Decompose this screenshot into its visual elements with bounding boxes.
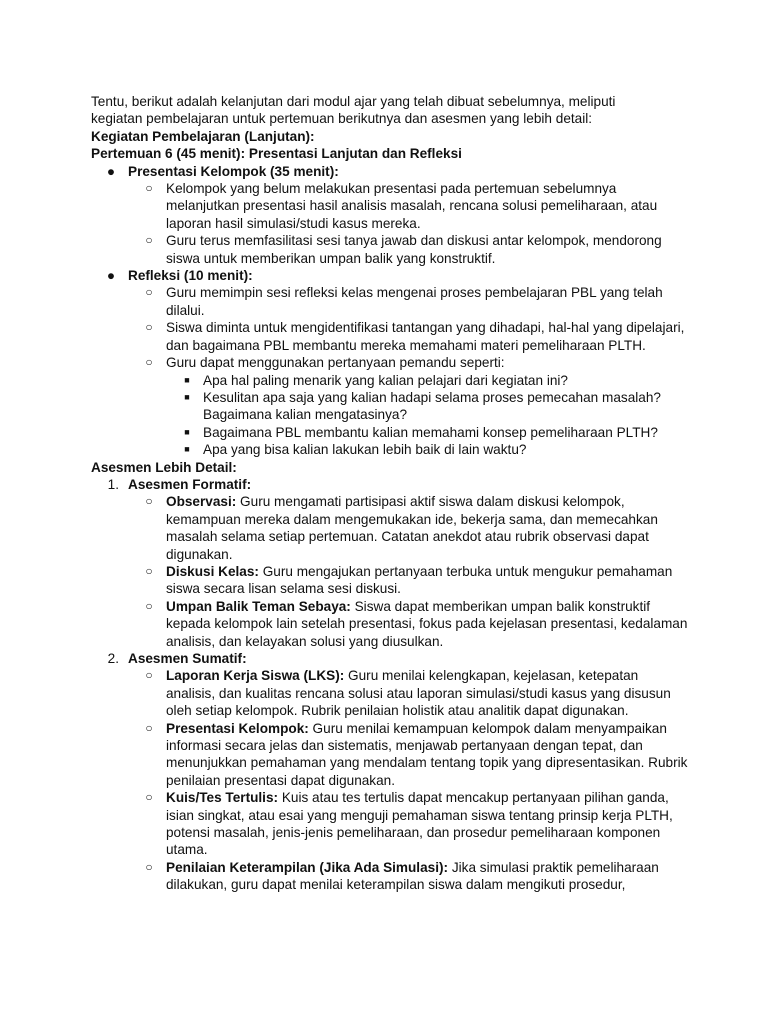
question-item: ■ Apa yang bisa kalian lakukan lebih baik di lain waktu? [184,442,527,458]
list-item: ○ Kuis/Tes Tertulis: Kuis atau tes tertulis dapat mencakup pertanyaan pilihan ganda, isian singkat, atau esai yang menguji pemahaman siswa tentang prinsip kerja PLTH, potensi masalah, jenis-jenis pemeliharaan, dan prosedur pemeliharaan komponen utama. [145,790,673,858]
presentasi-section [91,163,691,267]
formatif-section [91,476,691,650]
presentasi-items [91,180,691,267]
list-item: ○ Siswa diminta untuk mengidentifikasi tantangan yang dihadapi, hal-hal yang dipelajari, dan bagaimana PBL membantu mereka memahami materi pemeliharaan PLTH. [145,320,685,353]
refleksi-section [91,267,691,458]
list-item: ○ Diskusi Kelas: Guru mengajukan pertanyaan terbuka untuk mengukur pemahaman siswa secara lisan selama sesi diskusi. [145,563,673,597]
guide-questions [91,372,691,459]
refleksi-title: Refleksi (10 menit): [128,268,253,284]
asesmen-heading: Asesmen Lebih Detail: [91,459,237,475]
list-item: ○ Observasi: Guru mengamati partisipasi aktif siswa dalam diskusi kelompok, kemampuan mereka dalam mengemukakan ide, bekerja sama, dan memecahkan masalah selama setiap pertemuan. Catatan anekdot atau rubrik observasi dapat digunakan. [145,494,658,562]
list-item: ○ Umpan Balik Teman Sebaya: Siswa dapat memberikan umpan balik konstruktif kepada kelompok lain setelah presentasi, fokus pada kejelasan presentasi, kedalaman analisis, dan kelayakan solusi yang diusulkan. [145,598,688,649]
document-page [91,93,691,894]
list-item: ○ Guru terus memfasilitasi sesi tanya jawab dan diskusi antar kelompok, mendorong siswa untuk memberikan umpan balik yang konstruktif. [145,233,662,266]
sumatif-section [91,650,691,894]
list-number: 1. [107,476,119,492]
list-number: 2. [107,651,119,666]
list-item: ○ Penilaian Keterampilan (Jika Ada Simulasi): Jika simulasi praktik pemeliharaan dilakukan, guru dapat menilai keterampilan siswa dalam mengikuti prosedur, [145,859,659,893]
list-item: ○ Kelompok yang belum melakukan presentasi pada pertemuan sebelumnya melanjutkan presentasi hasil analisis masalah, rencana solusi pemeliharaan, atau laporan hasil simulasi/studi kasus mereka. [145,181,658,231]
question-item: ■ Bagaimana PBL membantu kalian memahami konsep pemeliharaan PLTH? [184,424,658,440]
kegiatan-heading: Kegiatan Pembelajaran (Lanjutan): [91,128,315,144]
question-item: ■ Apa hal paling menarik yang kalian pelajari dari kegiatan ini? [184,372,568,388]
formatif-title: Asesmen Formatif: [128,476,252,492]
intro-paragraph: Tentu, berikut adalah kelanjutan dari modul ajar yang telah dibuat sebelumnya, meliputi kegiatan pembelajaran untuk pertemuan berikutnya dan asesmen yang lebih detail: [91,94,616,127]
pertemuan-heading: Pertemuan 6 (45 menit): Presentasi Lanjutan dan Refleksi [91,146,462,162]
list-item: ○ Guru memimpin sesi refleksi kelas mengenai proses pembelajaran PBL yang telah dilalui. [145,285,663,318]
presentasi-title: Presentasi Kelompok (35 menit): [128,163,339,179]
sumatif-items [91,667,691,893]
pertemuan-list [91,163,691,459]
question-item: ■ Kesulitan apa saja yang kalian hadapi selama proses pemecahan masalah? Bagaimana kalian mengatasinya? [184,389,661,423]
bullet-disc: ● [106,268,116,284]
formatif-items [91,493,691,650]
list-item: ○ Guru dapat menggunakan pertanyaan pemandu seperti: ■ Apa hal paling menarik yang kalian pelajari dari kegiatan ini? ■ Kesulitan apa saja yang kalian hadapi selama proses pemecahan masalah? Bagaimana kalian mengatasinya? ■ Bagaimana PBL membantu kalian memahami konsep pemeliharaan PLTH? ■ Apa yang bisa kalian lakukan lebih baik di lain waktu? [91,354,691,458]
bullet-disc: ● [106,163,116,179]
sumatif-title: Asesmen Sumatif: [128,651,247,666]
refleksi-items [91,284,691,458]
asesmen-list [91,476,691,894]
list-item: ○ Laporan Kerja Siswa (LKS): Guru menilai kelengkapan, kejelasan, ketepatan analisis, dan kualitas rencana solusi atau laporan simulasi/studi kasus yang disusun oleh setiap kelompok. Rubrik penilaian holistik atau analitik dapat digunakan. [145,668,671,719]
list-item: ○ Presentasi Kelompok: Guru menilai kemampuan kelompok dalam menyampaikan informasi secara jelas dan sistematis, menjawab pertanyaan dengan tepat, dan menunjukkan pemahaman yang mendalam tentang topik yang dipresentasikan. Rubrik penilaian presentasi dapat digunakan. [145,720,688,788]
